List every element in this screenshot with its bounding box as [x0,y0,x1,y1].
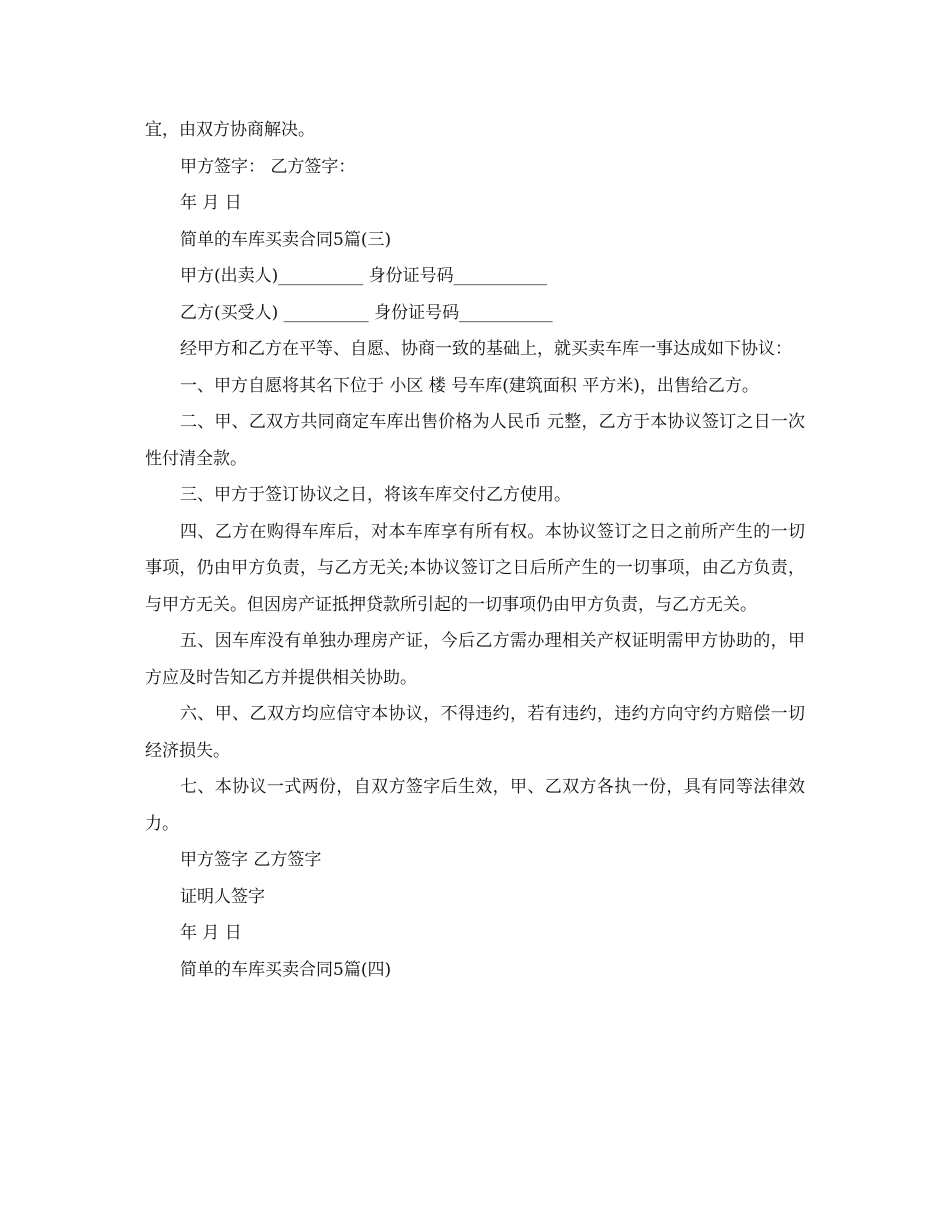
section-heading: 简单的车库买卖合同5篇(三) [180,229,392,250]
document-body [145,112,805,988]
signature-line: 甲方签字： 乙方签字： [180,156,356,177]
clause-6: 六、甲、乙双方均应信守本协议，不得违约，若有违约，违约方向守约方赔偿一切经济损失。 [145,704,805,761]
party-b-line: 乙方(买受人) __________ 身份证号码___________ [180,302,553,323]
section-heading: 简单的车库买卖合同5篇(四) [180,959,392,980]
signature-line: 甲方签字 乙方签字 [180,850,322,870]
clause-4: 四、乙方在购得车库后，对本车库享有所有权。本协议签订之日之前所产生的一切事项，仍由甲方负责，与乙方无关;本协议签订之日后所产生的一切事项，由乙方负责，与甲方无关。但因房产证抵押贷款所引起的一切事项仍由甲方负责，与乙方无关。 [145,521,805,615]
clause-3: 三、甲方于签订协议之日，将该车库交付乙方使用。 [180,485,571,505]
clause-1: 一、甲方自愿将其名下位于 小区 楼 号车库(建筑面积 平方米)，出售给乙方。 [180,375,759,396]
clause-5: 五、因车库没有单独办理房产证，今后乙方需办理相关产权证明需甲方协助的，甲方应及时告知乙方并提供相关协助。 [145,631,805,688]
clause-7: 七、本协议一式两份，自双方签字后生效，甲、乙双方各执一份，具有同等法律效力。 [145,777,805,834]
witness-signature-line: 证明人签字 [180,886,265,907]
preamble-paragraph: 经甲方和乙方在平等、自愿、协商一致的基础上，就买卖车库一事达成如下协议： [180,339,792,359]
date-line: 年 月 日 [180,923,242,943]
paragraph-continuation: 宜，由双方协商解决。 [145,120,315,140]
clause-2: 二、甲、乙双方共同商定车库出售价格为人民币 元整，乙方于本协议签订之日一次性付清全款。 [145,412,805,469]
date-line: 年 月 日 [180,193,242,213]
party-a-line: 甲方(出卖人)__________ 身份证号码___________ [180,266,548,286]
